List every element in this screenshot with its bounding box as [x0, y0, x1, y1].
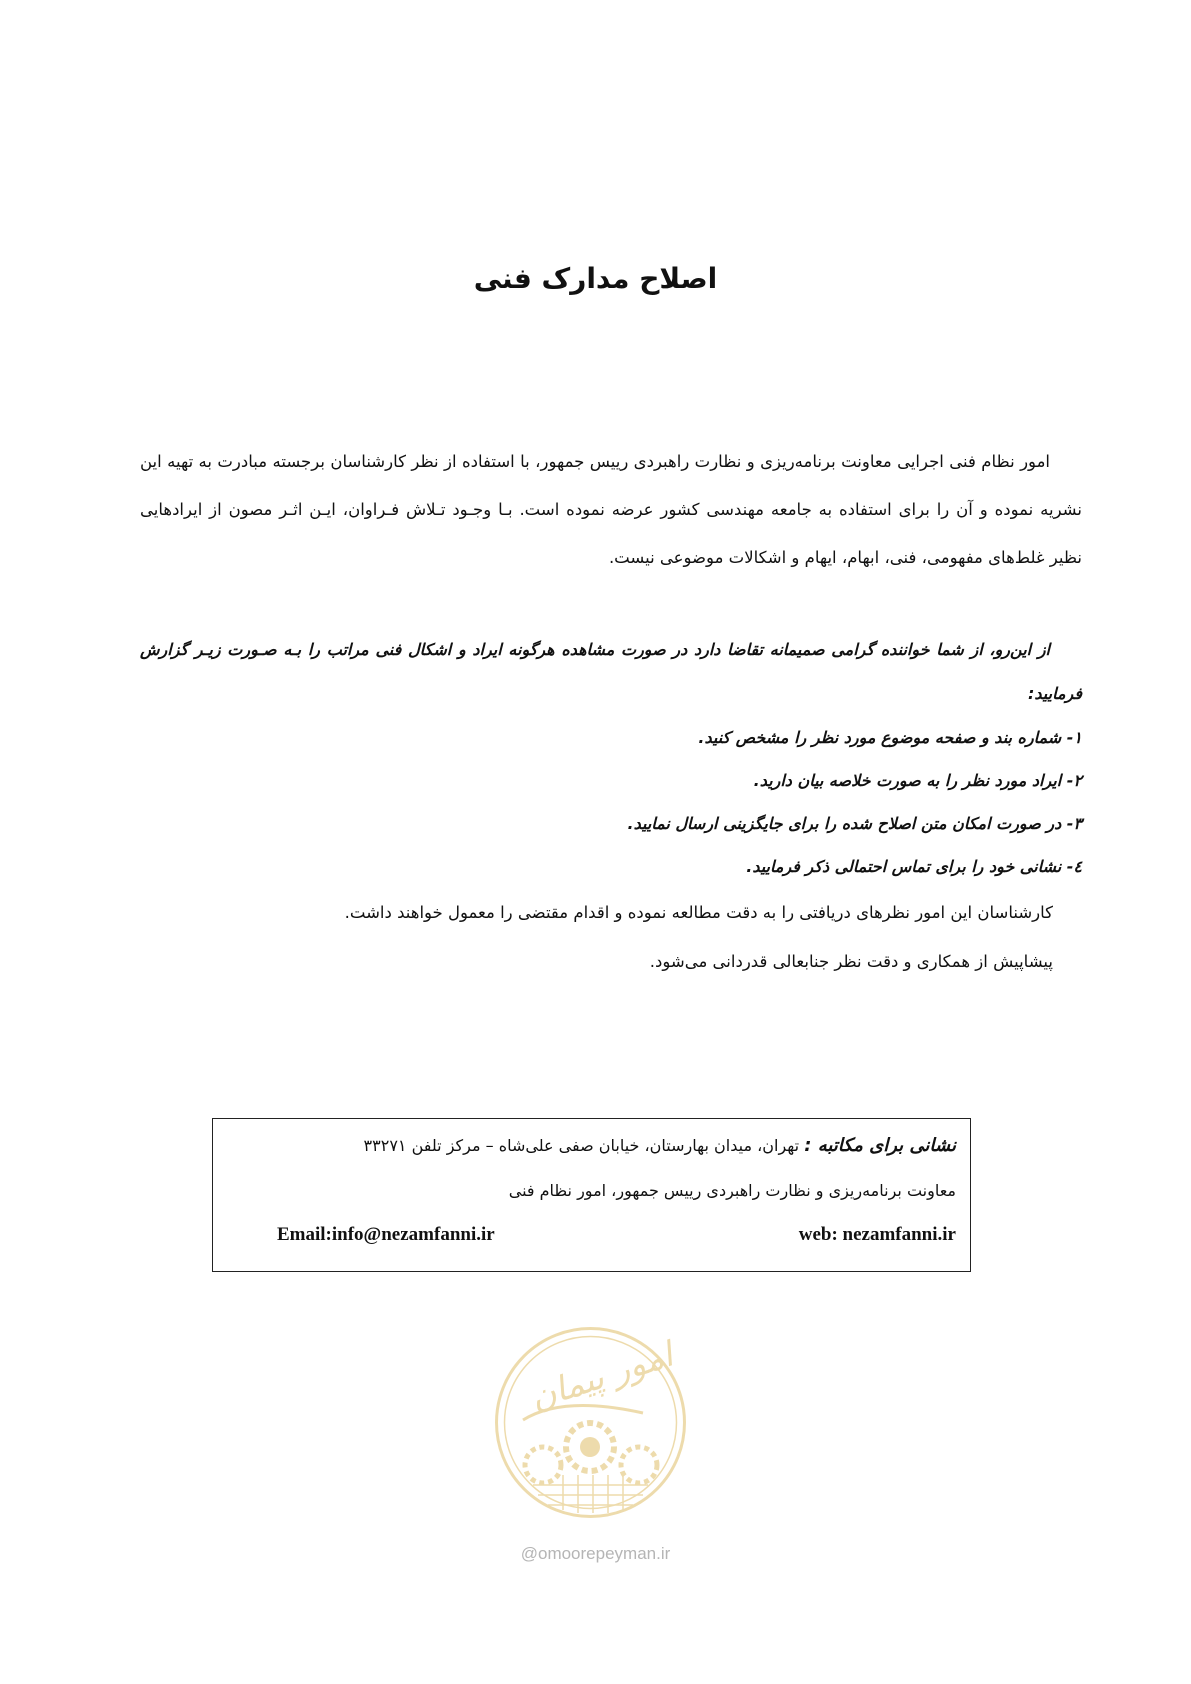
contact-address: تهران، میدان بهارستان، خیابان صفی علی‌شاه – مرکز تلفن ۳۳۲۷۱ [363, 1136, 800, 1155]
list-item: ۳- در صورت امکان متن اصلاح شده را برای جایگزینی ارسال نمایید. [627, 814, 1082, 833]
closing-line: کارشناسان این امور نظرهای دریافتی را به دقت مطالعه نموده و اقدام مقتضی را معمول خواهند داشت. [344, 903, 1053, 922]
list-item: ۱- شماره بند و صفحه موضوع مورد نظر را مشخص کنید. [698, 728, 1082, 747]
watermark-logo [493, 1325, 688, 1520]
list-item: ۲- ایراد مورد نظر را به صورت خلاصه بیان دارید. [753, 771, 1082, 790]
contact-box [212, 1118, 971, 1272]
request-paragraph: از این‌رو، از شما خواننده گرامی صمیمانه تقاضا دارد در صورت مشاهده هرگونه ایراد و اشکال فنی مراتب را بـه صـورت زیـر گزارش فرمایید: [140, 640, 1082, 703]
list-item: ٤- نشانی خود را برای تماس احتمالی ذکر فرمایید. [746, 857, 1082, 876]
contact-address-line [364, 1135, 956, 1156]
watermark-text: @omoorepeyman.ir [520, 1544, 671, 1563]
at-icon: @ [520, 1544, 538, 1563]
website-link[interactable]: web: nezamfanni.ir [798, 1224, 956, 1245]
contact-office: معاونت برنامه‌ریزی و نظارت راهبردی رییس جمهور، امور نظام فنی [508, 1181, 956, 1200]
closing-line: پیشاپیش از همکاری و دقت نظر جنابعالی قدردانی می‌شود. [649, 952, 1053, 971]
logo-text: امور پیمان [525, 1334, 678, 1419]
email-link[interactable]: Email:info@nezamfanni.ir [277, 1224, 495, 1245]
closing-section [140, 888, 1053, 986]
contact-label: نشانی برای مکاتبه : [804, 1135, 956, 1156]
seal-icon [493, 1325, 688, 1520]
page-title: اصلاح مدارک فنی [473, 262, 718, 295]
instruction-list [140, 716, 1082, 888]
intro-paragraph: امور نظام فنی اجرایی معاونت برنامه‌ریزی و نظارت راهبردی رییس جمهور، با استفاده از نظر کارشناسان برجسته مبادرت به تهیه این نشریه نموده و آن را برای استفاده به جامعه مهندسی کشور عرضه نموده است. بـا وجـود تـلاش فـراوان، ایـن اثـر مصون از ایرادهایی نظیر غلط‌های مفهومی، فنی، ابهام، ایهام و اشکالات موضوعی نیست. [140, 452, 1082, 567]
